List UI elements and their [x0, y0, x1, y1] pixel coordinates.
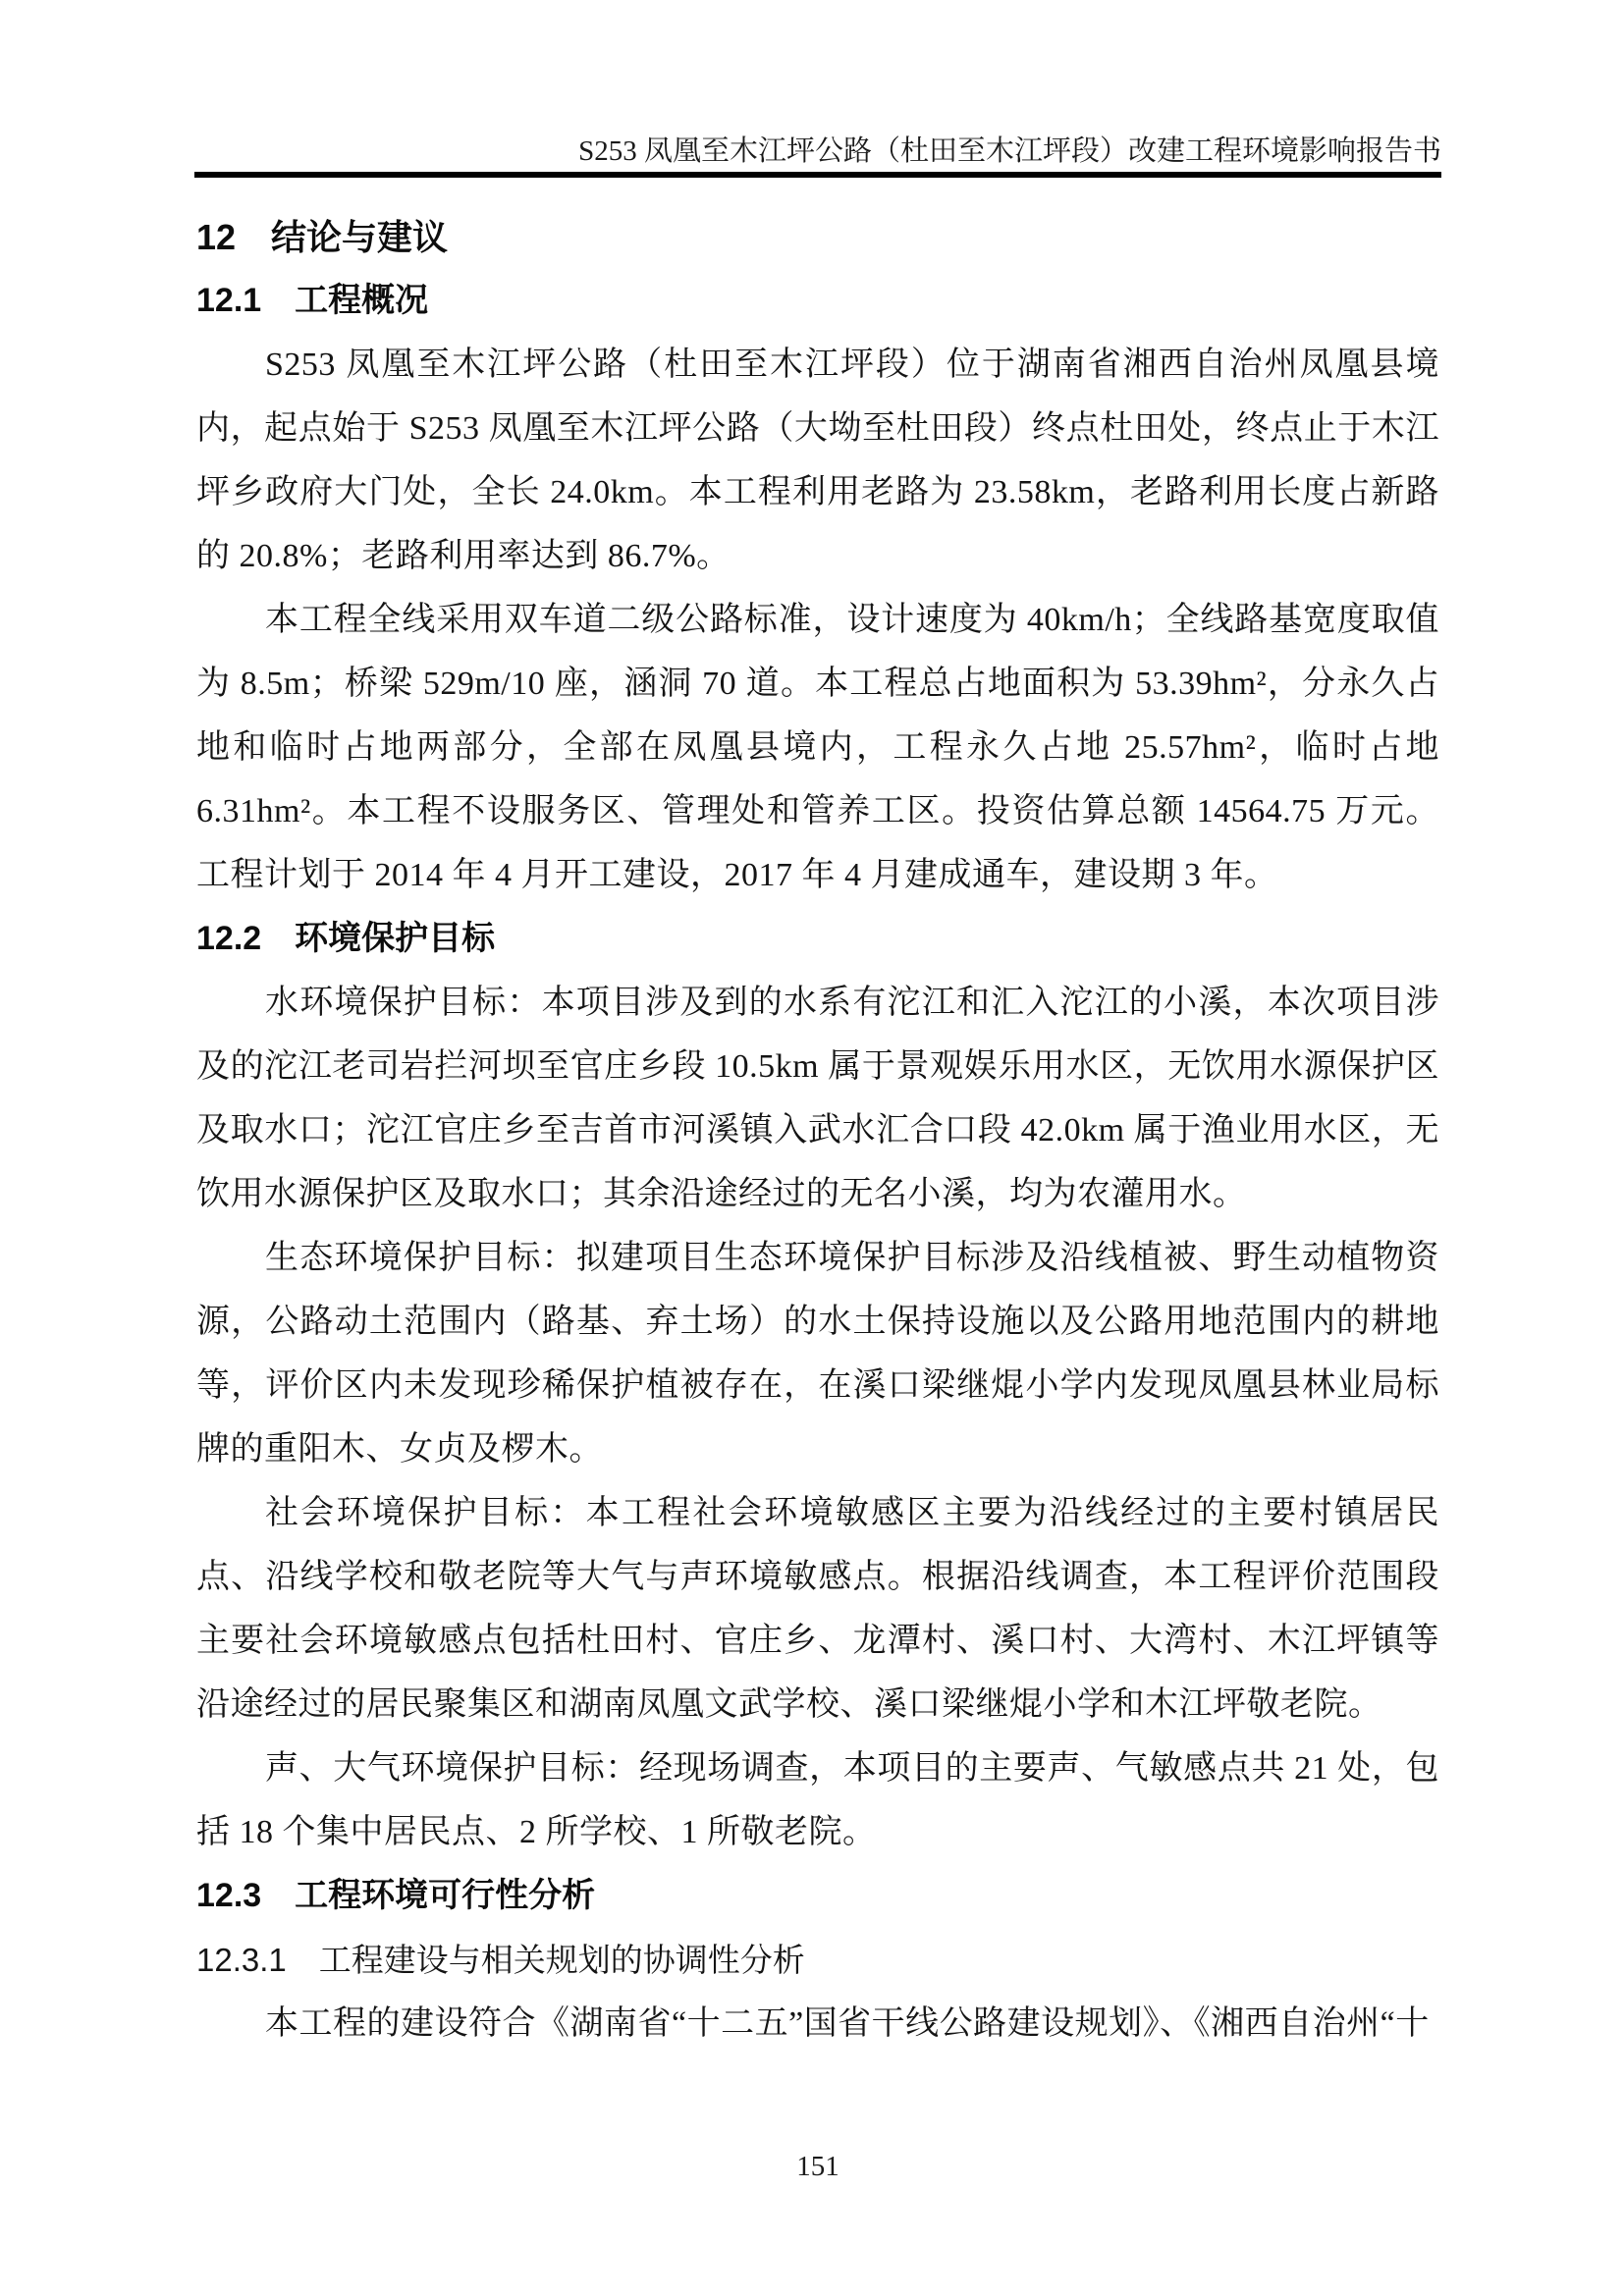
paragraph-social-environment-target: 社会环境保护目标：本工程社会环境敏感区主要为沿线经过的主要村镇居民点、沿线学校和敬老院等大气与声环境敏感点。根据沿线调查，本工程评价范围段主要社会环境敏感点包括杜田村、官庄乡、龙潭村、溪口村、大湾村、木江坪镇等沿途经过的居民聚集区和湖南凤凰文武学校、溪口梁继焜小学和木江坪敬老院。 — [196, 1495, 1439, 1723]
heading-12-conclusions: 12 结论与建议 — [196, 217, 449, 257]
heading-12-3-1-planning-coordination-analysis: 12.3.1 工程建设与相关规划的协调性分析 — [196, 1942, 805, 1978]
running-header-title: S253 凤凰至木江坪公路（杜田至木江坪段）改建工程环境影响报告书 — [578, 135, 1441, 167]
paragraph-water-environment-target: 水环境保护目标：本项目涉及到的水系有沱江和汇入沱江的小溪，本次项目涉及的沱江老司岩拦河坝至官庄乡段 10.5km 属于景观娱乐用水区，无饮用水源保护区及取水口；沱江官庄乡至吉首市河溪镇入武水汇合口段 42.0km 属于渔业用水区，无饮用水源保护区及取水口；其余沿途经过的无名小溪，均为农灌用水。 — [196, 985, 1439, 1212]
paragraph-project-overview-2: 本工程全线采用双车道二级公路标准，设计速度为 40km/h；全线路基宽度取值为 8.5m；桥梁 529m/10 座，涵洞 70 道。本工程总占地面积为 53.39hm²，分永久占地和临时占地两部分，全部在凤凰县境内，工程永久占地 25.57hm²，临时占地 6.31hm²。本工程不设服务区、管理处和管养工区。投资估算总额 14564.75 万元。工程计划于 2014 年 4 月开工建设，2017 年 4 月建成通车，建设期 3 年。 — [196, 602, 1439, 893]
document-body — [196, 205, 1439, 2056]
paragraph-ecological-environment-target: 生态环境保护目标：拟建项目生态环境保护目标涉及沿线植被、野生动植物资源，公路动土范围内（路基、弃土场）的水土保持设施以及公路用地范围内的耕地等，评价区内未发现珍稀保护植被存在，在溪口梁继焜小学内发现凤凰县林业局标牌的重阳木、女贞及椤木。 — [196, 1240, 1439, 1468]
heading-12-1-project-overview: 12.1 工程概况 — [196, 282, 429, 319]
paragraph-project-overview-1: S253 凤凰至木江坪公路（杜田至木江坪段）位于湖南省湘西自治州凤凰县境内，起点始于 S253 凤凰至木江坪公路（大坳至杜田段）终点杜田处，终点止于木江坪乡政府大门处，全长 24.0km。本工程利用老路为 23.58km，老路利用长度占新路的 20.8%；老路利用率达到 86.7%。 — [196, 347, 1439, 574]
heading-12-3-feasibility-analysis: 12.3 工程环境可行性分析 — [196, 1877, 596, 1914]
header-rule — [194, 172, 1441, 178]
heading-12-2-environmental-protection-targets: 12.2 环境保护目标 — [196, 920, 496, 957]
page-number: 151 — [796, 2151, 839, 2182]
paragraph-noise-air-environment-target: 声、大气环境保护目标：经现场调查，本项目的主要声、气敏感点共 21 处，包括 18 个集中居民点、2 所学校、1 所敬老院。 — [196, 1750, 1439, 1850]
paragraph-planning-compliance: 本工程的建设符合《湖南省“十二五”国省干线公路建设规划》、《湘西自治州“十 — [265, 2005, 1430, 2042]
